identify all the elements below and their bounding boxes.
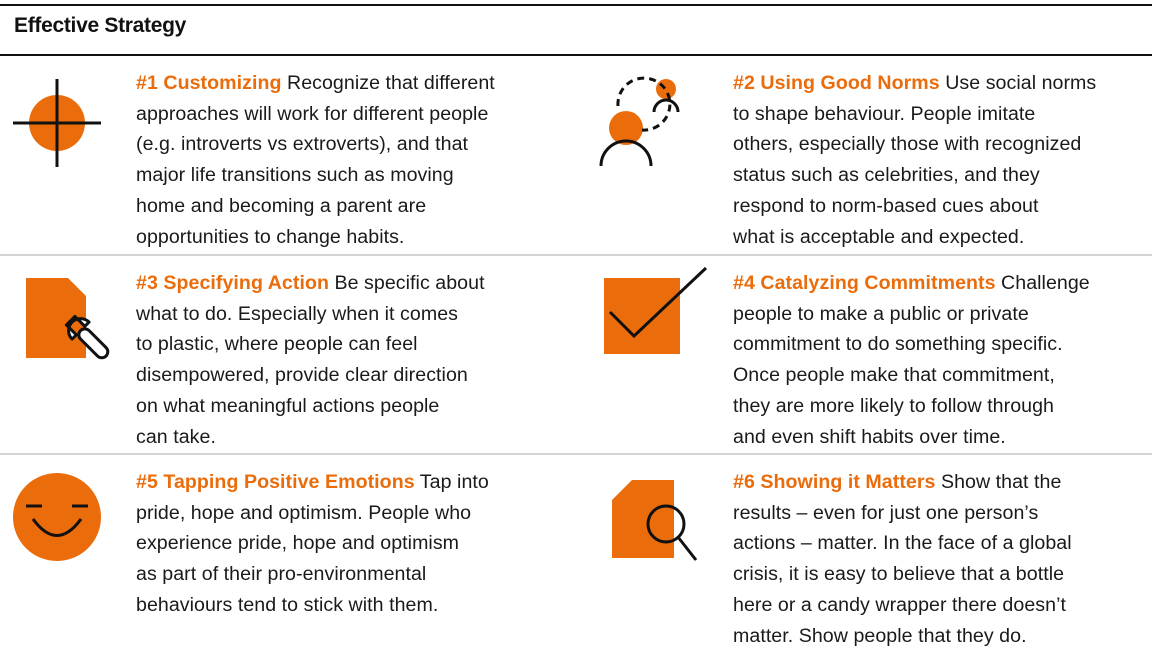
strategy-2-line: respond to norm-based cues about bbox=[733, 194, 1039, 217]
strategy-4-line: people to make a public or private bbox=[733, 302, 1029, 325]
page-title: Effective Strategy bbox=[14, 14, 187, 37]
people-icon bbox=[596, 74, 692, 170]
strategy-5-line: as part of their pro-environmental bbox=[136, 563, 427, 586]
top-rule bbox=[0, 4, 1152, 6]
strategy-2-line: Use social norms bbox=[939, 72, 1097, 94]
strategy-3-line: disempowered, provide clear direction bbox=[136, 364, 468, 387]
strategy-3-heading: #3 Specifying Action bbox=[136, 272, 329, 294]
strategy-6-line: crisis, it is easy to believe that a bottle bbox=[733, 563, 1065, 586]
strategy-4-line: commitment to do something specific. bbox=[733, 333, 1063, 356]
document-magnifier-icon bbox=[606, 476, 706, 572]
strategy-1-line: (e.g. introverts vs extroverts), and that bbox=[136, 133, 469, 156]
strategy-6-line: actions – matter. In the face of a global bbox=[733, 532, 1072, 555]
strategy-4-line: they are more likely to follow through bbox=[733, 394, 1054, 417]
strategy-4-line: and even shift habits over time. bbox=[733, 425, 1006, 448]
strategy-1-line: opportunities to change habits. bbox=[136, 225, 405, 248]
row-divider bbox=[0, 453, 1152, 455]
strategy-2-line: what is acceptable and expected. bbox=[733, 225, 1025, 248]
strategy-3-line: can take. bbox=[136, 425, 216, 448]
strategy-6-line: Show that the bbox=[935, 471, 1062, 493]
strategy-4-line: Challenge bbox=[995, 272, 1090, 294]
strategy-2-text bbox=[733, 68, 1096, 252]
strategy-5-line: pride, hope and optimism. People who bbox=[136, 501, 472, 524]
strategy-1-heading: #1 Customizing bbox=[136, 72, 282, 94]
row-divider bbox=[0, 254, 1152, 256]
strategy-5-line: experience pride, hope and optimism bbox=[136, 532, 460, 555]
crosshair-icon bbox=[10, 76, 104, 170]
strategy-1-line: home and becoming a parent are bbox=[136, 194, 427, 217]
strategy-5-text bbox=[136, 467, 489, 621]
strategy-6-line: here or a candy wrapper there doesn’t bbox=[733, 593, 1066, 616]
strategy-6-text bbox=[733, 467, 1072, 651]
strategy-4-heading: #4 Catalyzing Commitments bbox=[733, 272, 996, 294]
title-rule bbox=[0, 54, 1152, 56]
strategy-2-heading: #2 Using Good Norms bbox=[733, 72, 940, 94]
strategy-6-heading: #6 Showing it Matters bbox=[733, 471, 936, 493]
strategy-3-line: what to do. Especially when it comes bbox=[136, 302, 458, 325]
strategy-2-line: to shape behaviour. People imitate bbox=[733, 102, 1036, 125]
strategy-3-text bbox=[136, 268, 485, 452]
strategy-3-line: Be specific about bbox=[329, 272, 485, 294]
strategy-2-line: others, especially those with recognized bbox=[733, 133, 1082, 156]
strategy-4-text bbox=[733, 268, 1090, 452]
checkbox-icon bbox=[600, 264, 710, 368]
strategy-2-line: status such as celebrities, and they bbox=[733, 164, 1040, 187]
strategy-3-line: on what meaningful actions people bbox=[136, 394, 440, 417]
strategy-5-line: behaviours tend to stick with them. bbox=[136, 593, 439, 616]
strategy-6-line: matter. Show people that they do. bbox=[733, 624, 1027, 647]
strategy-1-text bbox=[136, 68, 495, 252]
document-wrench-icon bbox=[20, 272, 120, 372]
strategy-1-line: approaches will work for different people bbox=[136, 102, 489, 125]
strategy-5-line: Tap into bbox=[414, 471, 489, 493]
strategy-1-line: major life transitions such as moving bbox=[136, 164, 454, 187]
strategy-1-line: Recognize that different bbox=[281, 72, 495, 94]
strategy-3-line: to plastic, where people can feel bbox=[136, 333, 418, 356]
smiley-icon bbox=[10, 470, 104, 564]
strategy-6-line: results – even for just one person’s bbox=[733, 501, 1039, 524]
strategy-4-line: Once people make that commitment, bbox=[733, 364, 1055, 387]
strategy-5-heading: #5 Tapping Positive Emotions bbox=[136, 471, 415, 493]
